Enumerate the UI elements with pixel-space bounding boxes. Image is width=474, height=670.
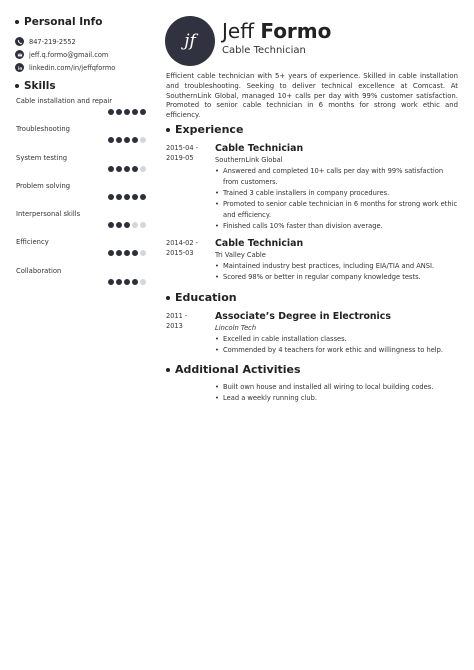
rating-dot-filled <box>116 137 122 143</box>
rating-dot-empty <box>140 137 146 143</box>
skill-rating <box>108 250 146 256</box>
heading-bullet-icon <box>166 368 170 372</box>
activities-title: Additional Activities <box>175 363 301 376</box>
contact-list <box>15 35 151 74</box>
rating-dot-empty <box>140 222 146 228</box>
skill-item <box>15 182 151 210</box>
rating-dot-filled <box>132 137 138 143</box>
bullet-item: • Scored 98% or better in regular company knowledge tests. <box>215 272 458 283</box>
job-company: SouthernLink Global <box>215 156 283 164</box>
job-bullets <box>215 261 458 283</box>
education-bullets <box>215 334 458 356</box>
degree: Associate’s Degree in Electronics <box>215 311 391 322</box>
skill-name: Interpersonal skills <box>16 210 81 219</box>
skills-heading <box>15 80 151 92</box>
skill-rating <box>108 194 146 200</box>
heading-bullet-icon <box>166 296 170 300</box>
phone-icon <box>15 37 24 46</box>
rating-dot-filled <box>124 279 130 285</box>
rating-dot-filled <box>108 279 114 285</box>
skill-name: Problem solving <box>16 181 71 190</box>
full-name <box>222 19 331 43</box>
skill-item <box>15 125 151 153</box>
job-dates <box>166 143 198 163</box>
rating-dot-filled <box>108 250 114 256</box>
bullet-item: • Built own house and installed all wiring to local building codes. <box>215 382 458 393</box>
skill-item <box>15 210 151 238</box>
education-title: Education <box>175 291 237 304</box>
bullet-item: • Lead a weekly running club. <box>215 393 458 404</box>
date-start: 2015-04 - <box>166 144 199 152</box>
summary: Efficient cable technician with 5+ years of experience. Skilled in cable installation and troubleshooting. Seeking to deliver technical excellence at Comcast. At SouthernLink Global, managed 10+ calls per day with 99% customer satisfaction. Promoted to senior cable technician in 6 months for strong work ethic and efficiency. <box>166 72 458 120</box>
rating-dot-filled <box>124 166 130 172</box>
skill-rating <box>108 137 146 143</box>
skill-name: Collaboration <box>16 266 62 275</box>
rating-dot-filled <box>116 279 122 285</box>
rating-dot-filled <box>124 194 130 200</box>
rating-dot-filled <box>116 166 122 172</box>
rating-dot-filled <box>116 222 122 228</box>
skills-list <box>15 97 151 295</box>
rating-dot-filled <box>132 166 138 172</box>
rating-dot-filled <box>140 109 146 115</box>
linkedin-icon <box>15 63 24 72</box>
skill-item <box>15 267 151 295</box>
date-end: 2019-05 <box>166 154 194 162</box>
rating-dot-filled <box>124 137 130 143</box>
activities-heading <box>166 363 301 376</box>
email-icon <box>15 50 24 59</box>
rating-dot-empty <box>140 279 146 285</box>
rating-dot-filled <box>108 109 114 115</box>
rating-dot-empty <box>140 166 146 172</box>
linkedin-url[interactable]: linkedin.com/in/jeffqformo <box>29 63 116 72</box>
job-role: Cable Technician <box>215 238 304 249</box>
rating-dot-filled <box>108 137 114 143</box>
skill-rating <box>108 279 146 285</box>
skill-item <box>15 238 151 266</box>
avatar <box>165 16 215 66</box>
rating-dot-empty <box>132 222 138 228</box>
bullet-item: • Maintained industry best practices, including EIA/TIA and ANSI. <box>215 261 458 272</box>
education-dates <box>166 311 187 331</box>
rating-dot-filled <box>124 109 130 115</box>
education-heading <box>166 291 237 304</box>
bullet-item: • Promoted to senior cable technician in 6 months for strong work ethic and efficiency. <box>215 199 458 221</box>
contact-phone <box>15 35 151 48</box>
email-address[interactable]: jeff.q.formo@gmail.com <box>29 50 109 59</box>
skill-item <box>15 154 151 182</box>
rating-dot-filled <box>132 109 138 115</box>
rating-dot-empty <box>140 250 146 256</box>
bullet-item: • Answered and completed 10+ calls per day with 99% satisfaction from customers. <box>215 166 458 188</box>
job-bullets <box>215 166 458 231</box>
skill-item <box>15 97 151 125</box>
job-dates <box>166 238 198 258</box>
date-end: 2015-03 <box>166 249 194 257</box>
skills-title: Skills <box>24 80 56 92</box>
rating-dot-filled <box>116 194 122 200</box>
skill-rating <box>108 109 146 115</box>
activities-bullets <box>215 382 458 404</box>
rating-dot-filled <box>140 194 146 200</box>
skill-name: Troubleshooting <box>16 125 70 134</box>
rating-dot-filled <box>124 250 130 256</box>
school: Lincoln Tech <box>215 324 257 332</box>
experience-title: Experience <box>175 123 244 136</box>
skill-name: Efficiency <box>16 238 49 247</box>
skill-rating <box>108 222 146 228</box>
date-start: 2011 - <box>166 312 188 320</box>
contact-email <box>15 48 151 61</box>
personal-info-heading <box>15 16 151 28</box>
bullet-item: • Commended by 4 teachers for work ethic and willingness to help. <box>215 345 458 356</box>
rating-dot-filled <box>108 194 114 200</box>
skill-name: System testing <box>16 153 68 162</box>
rating-dot-filled <box>108 166 114 172</box>
heading-bullet-icon <box>15 84 19 88</box>
date-end: 2013 <box>166 322 183 330</box>
job-company: Tri Valley Cable <box>215 251 266 259</box>
rating-dot-filled <box>132 250 138 256</box>
job-role: Cable Technician <box>215 143 304 154</box>
job-title: Cable Technician <box>222 45 306 56</box>
skill-rating <box>108 166 146 172</box>
rating-dot-filled <box>132 194 138 200</box>
skill-name: Cable installation and repair <box>16 97 113 105</box>
last-name: Formo <box>260 19 332 43</box>
rating-dot-filled <box>132 279 138 285</box>
contact-linkedin <box>15 61 151 74</box>
rating-dot-filled <box>124 222 130 228</box>
rating-dot-filled <box>108 222 114 228</box>
personal-info-title: Personal Info <box>24 16 103 28</box>
heading-bullet-icon <box>15 20 19 24</box>
monogram: jf <box>184 31 196 51</box>
date-start: 2014-02 - <box>166 239 199 247</box>
bullet-item: • Finished calls 10% faster than division average. <box>215 221 458 232</box>
bullet-item: • Trained 3 cable installers in company procedures. <box>215 188 458 199</box>
rating-dot-filled <box>116 250 122 256</box>
heading-bullet-icon <box>166 128 170 132</box>
bullet-item: • Excelled in cable installation classes. <box>215 334 458 345</box>
experience-heading <box>166 123 243 136</box>
sidebar <box>15 16 151 295</box>
first-name: Jeff <box>222 19 254 43</box>
phone-number[interactable]: 847-219-2552 <box>29 37 76 46</box>
rating-dot-filled <box>116 109 122 115</box>
